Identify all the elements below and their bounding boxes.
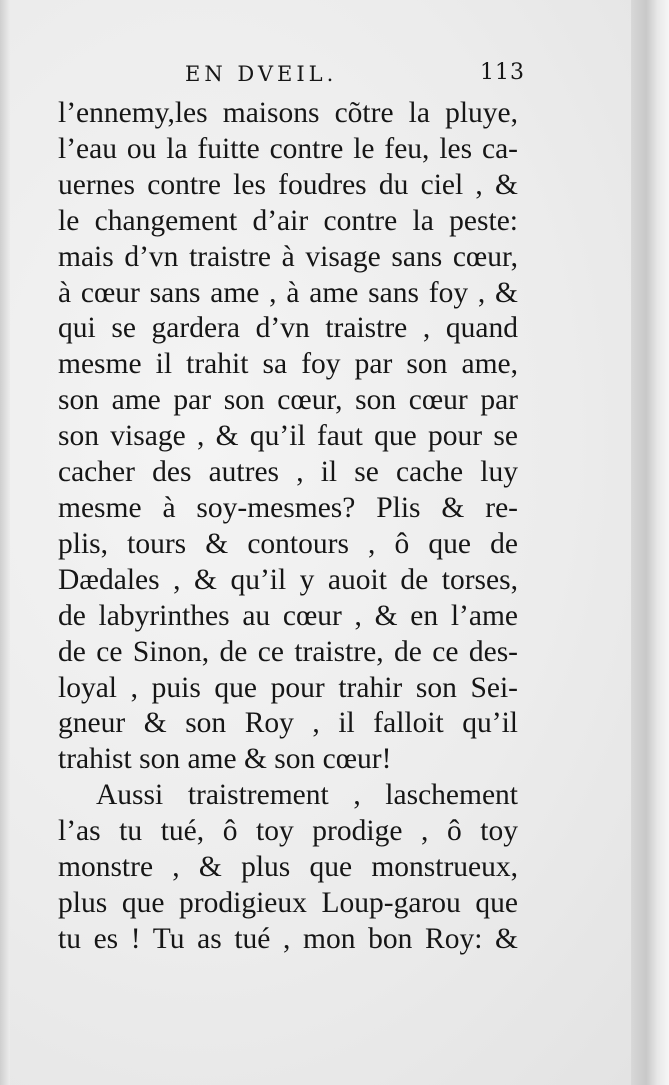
page-number: 113 <box>480 60 525 85</box>
text-line: l’ennemy,les maisons cõtre la pluye, <box>58 97 518 129</box>
text-line: plus que prodigieux Loup-garou que <box>58 886 518 919</box>
text-line: cacher des autres , il se cache luy <box>58 456 518 489</box>
text-line: gneur & son Roy , il falloit qu’il <box>58 707 518 740</box>
page-binding-edge <box>631 0 669 1085</box>
text-line: de ce Sinon, de ce traistre, de ce des- <box>58 635 518 668</box>
text-line: son visage , & qu’il faut que pour se <box>58 420 518 453</box>
text-line: monstre , & plus que monstrueux, <box>58 851 518 884</box>
body-text <box>58 96 518 958</box>
page-left-edge <box>0 0 10 1085</box>
text-line: Dædales , & qu’il y auoit de torses, <box>58 563 518 596</box>
text-line: à cœur sans ame , à ame sans foy , & <box>58 276 518 309</box>
text-line: l’as tu tué, ô toy prodige , ô toy <box>58 815 518 848</box>
text-line: mais d’vn traistre à visage sans cœur, <box>58 240 518 273</box>
text-line: l’eau ou la fuitte contre le feu, les ca- <box>58 132 518 165</box>
text-line: loyal , puis que pour trahir son Sei- <box>58 671 518 704</box>
text-line: mesme à soy-mesmes? Plis & re- <box>58 491 518 524</box>
text-line: de labyrinthes au cœur , & en l’ame <box>58 599 518 632</box>
paragraph-start-line: Aussi traistrement , laschement <box>96 779 518 812</box>
text-line: le changement d’air contre la peste: <box>58 204 518 237</box>
paragraph-end-line: trahist son ame & son cœur! <box>58 743 392 776</box>
text-line: son ame par son cœur, son cœur par <box>58 384 518 417</box>
text-line: mesme il trahit sa foy par son ame, <box>58 348 518 381</box>
running-head: EN DVEIL. <box>185 62 338 86</box>
text-line: uernes contre les foudres du ciel , & <box>58 168 518 201</box>
text-line: tu es ! Tu as tué , mon bon Roy: & <box>58 922 518 955</box>
page-header <box>185 58 525 94</box>
text-line: qui se gardera d’vn traistre , quand <box>58 312 518 345</box>
text-line: plis, tours & contours , ô que de <box>58 527 518 560</box>
